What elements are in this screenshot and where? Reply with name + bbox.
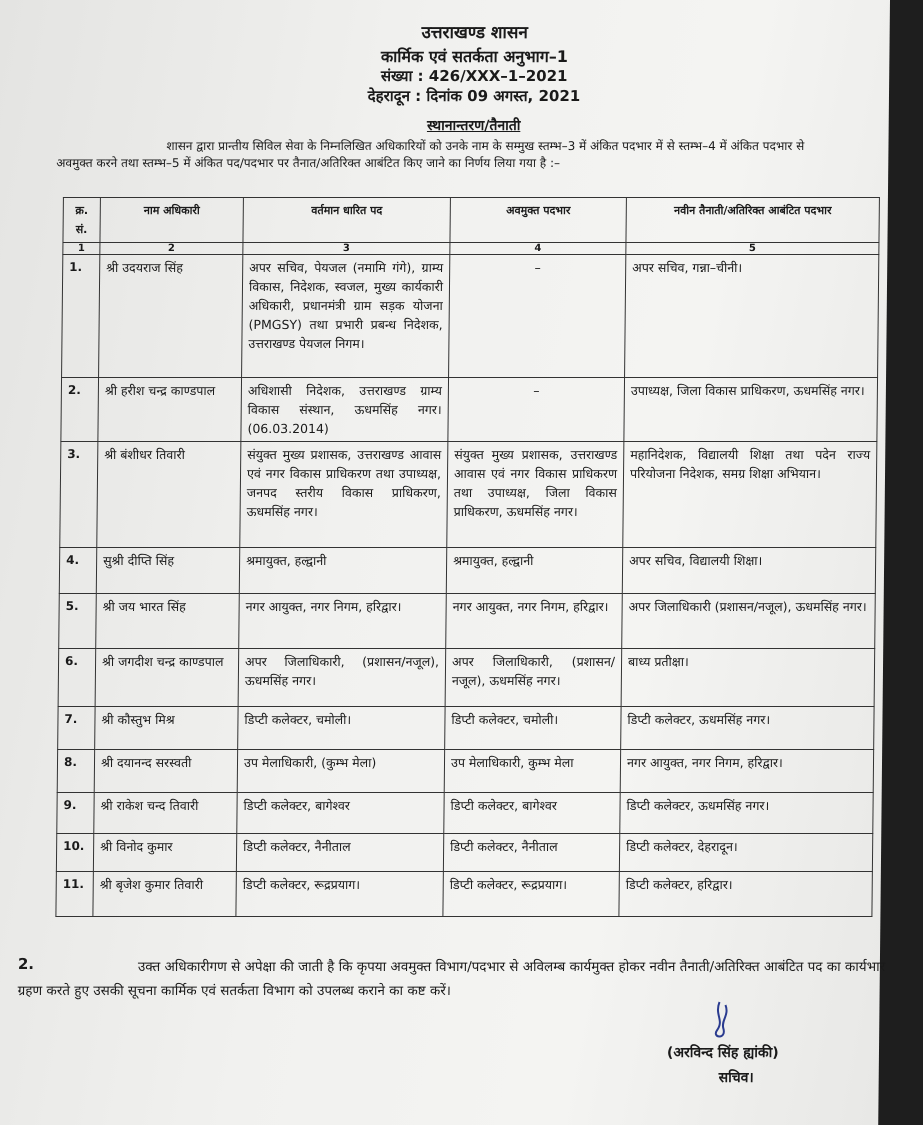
relieved-post: डिप्टी कलेक्टर, नैनीताल — [443, 834, 619, 872]
col-number: 1 — [63, 243, 100, 255]
table-row — [56, 834, 872, 872]
new-posting: उपाध्यक्ष, जिला विकास प्राधिकरण, ऊधमसिंह नगर। — [624, 378, 878, 442]
current-post: डिप्टी कलेक्टर, नैनीताल — [236, 834, 443, 872]
signature-icon — [689, 1000, 749, 1045]
officer-name: श्री उदयराज सिंह — [99, 255, 243, 378]
new-posting: डिप्टी कलेक्टर, ऊधमसिंह नगर। — [620, 793, 873, 834]
new-posting: अपर सचिव, गन्ना–चीनी। — [625, 255, 879, 378]
serial-number: 7. — [58, 707, 95, 750]
current-post: डिप्टी कलेक्टर, चमोली। — [238, 707, 445, 750]
new-posting: नगर आयुक्त, नगर निगम, हरिद्वार। — [620, 750, 873, 793]
current-post: उप मेलाधिकारी, (कुम्भ मेला) — [237, 750, 444, 793]
header-current: वर्तमान धारित पद — [243, 198, 450, 243]
table-row — [59, 548, 875, 594]
col-number: 5 — [626, 243, 879, 255]
relieved-post: संयुक्त मुख्य प्रशासक, उत्तराखण्ड आवास एवं नगर विकास प्राधिकरण तथा उपाध्यक्ष, जिला विकास प्राधिकरण, ऊधमसिंह नगर। — [447, 442, 624, 548]
serial-number: 5. — [59, 594, 97, 649]
table-row — [58, 707, 874, 750]
current-post: संयुक्त मुख्य प्रशासक, उत्तराखण्ड आवास एवं नगर विकास प्राधिकरण तथा उपाध्यक्ष, जनपद स्तरीय विकास प्राधिकरण, ऊधमसिंह नगर। — [240, 442, 448, 548]
col-number: 4 — [450, 243, 626, 255]
officer-name: श्री राकेश चन्द तिवारी — [94, 793, 237, 834]
current-post: अपर जिलाधिकारी, (प्रशासन/नजूल), ऊधमसिंह नगर। — [238, 649, 446, 707]
serial-number: 2. — [61, 378, 99, 442]
relieved-post: डिप्टी कलेक्टर, बागेश्वर — [444, 793, 620, 834]
officer-name: श्री विनोद कुमार — [93, 834, 236, 872]
new-posting: अपर सचिव, विद्यालयी शिक्षा। — [622, 548, 875, 594]
table-row — [61, 378, 878, 442]
relieved-post: डिप्टी कलेक्टर, चमोली। — [445, 707, 621, 750]
table-row — [59, 594, 876, 649]
current-post: डिप्टी कलेक्टर, बागेश्वर — [237, 793, 444, 834]
govt-title: उत्तराखण्ड शासन — [421, 23, 528, 43]
officer-name: श्री कौस्तुभ मिश्र — [95, 707, 238, 750]
new-posting: अपर जिलाधिकारी (प्रशासन/नजूल), ऊधमसिंह नगर। — [622, 594, 876, 649]
para2-text: उक्त अधिकारीगण से अपेक्षा की जाती है कि कृपया अवमुक्त विभाग/पदभार से अविलम्ब कार्यमुक्त होकर नवीन तैनाती/अतिरिक्त आबंटित पद का कार्यभार ग्रहण करते हुए उसकी सूचना कार्मिक एवं सतर्कता विभाग को उपलब्ध कराने का कष्ट करें। — [17, 959, 886, 999]
serial-number: 3. — [60, 442, 98, 548]
signatory-designation: सचिव। — [718, 1070, 754, 1086]
serial-number: 8. — [57, 750, 94, 793]
current-post: अधिशासी निदेशक, उत्तराखण्ड ग्राम्य विकास संस्थान, ऊधमसिंह नगर। (06.03.2014) — [241, 378, 449, 442]
current-post: श्रमायुक्त, हल्द्वानी — [239, 548, 446, 594]
serial-number: 1. — [62, 255, 100, 378]
subject: स्थानान्तरण/तैनाती — [426, 118, 521, 134]
serial-number: 10. — [56, 834, 93, 872]
new-posting: डिप्टी कलेक्टर, हरिद्वार। — [619, 872, 872, 917]
table-row — [62, 255, 879, 378]
serial-number: 11. — [56, 872, 93, 917]
signatory-name: (अरविन्द सिंह ह्यांकी) — [666, 1045, 779, 1061]
relieved-post: – — [449, 255, 626, 378]
header-name: नाम अधिकारी — [100, 198, 243, 243]
header-sn: क्र. सं. — [63, 198, 100, 243]
current-post: अपर सचिव, पेयजल (नमामि गंगे), ग्राम्य विकास, निदेशक, स्वजल, मुख्य कार्यकारी अधिकारी, प्रधानमंत्री ग्राम सड़क योजना (PMGSY) तथा प्रभारी प्रबन्ध निदेशक, उत्तराखण्ड पेयजल निगम। — [242, 255, 450, 378]
relieved-post: – — [448, 378, 625, 442]
order-date: देहरादून : दिनांक 09 अगस्त, 2021 — [367, 87, 581, 105]
col-number: 2 — [100, 243, 243, 255]
header-new: नवीन तैनाती/अतिरिक्त आबंटित पदभार — [626, 198, 879, 243]
officer-name: श्री बंशीधर तिवारी — [97, 442, 241, 548]
relieved-post: डिप्टी कलेक्टर, रूद्रप्रयाग। — [443, 872, 619, 917]
intro-paragraph: शासन द्वारा प्रान्तीय सिविल सेवा के निम्नलिखित अधिकारियों को उनके नाम के सम्मुख स्तम्भ–3 में अंकित पदभार में से स्तम्भ–4 में अंकित पदभार से अवमुक्त करने तथा स्तम्भ–5 में अंकित पद/पदभार पर तैनात/अतिरिक्त आबंटित किए जाने का निर्णय लिया गया है :– — [56, 139, 805, 170]
current-post: नगर आयुक्त, नगर निगम, हरिद्वार। — [239, 594, 447, 649]
officer-name: श्री दयानन्द सरस्वती — [94, 750, 237, 793]
officer-name: श्री हरीश चन्द्र काण्डपाल — [98, 378, 242, 442]
new-posting: महानिदेशक, विद्यालयी शिक्षा तथा पदेन राज्य परियोजना निदेशक, समग्र शिक्षा अभियान। — [623, 442, 877, 548]
col-number: 3 — [243, 243, 450, 255]
transfer-table — [55, 197, 880, 917]
current-post: डिप्टी कलेक्टर, रूद्रप्रयाग। — [236, 872, 443, 917]
table-row — [56, 872, 872, 917]
officer-name: श्री बृजेश कुमार तिवारी — [93, 872, 236, 917]
table-row — [57, 750, 873, 793]
table-row — [60, 442, 877, 548]
header-relieved: अवमुक्त पदभार — [450, 198, 626, 243]
relieved-post: श्रमायुक्त, हल्द्वानी — [446, 548, 622, 594]
officer-name: सुश्री दीप्ति सिंह — [96, 548, 239, 594]
new-posting: डिप्टी कलेक्टर, देहरादून। — [619, 834, 872, 872]
officer-name: श्री जगदीश चन्द्र काण्डपाल — [95, 649, 239, 707]
serial-number: 9. — [57, 793, 94, 834]
department: कार्मिक एवं सतर्कता अनुभाग–1 — [380, 47, 569, 66]
relieved-post: नगर आयुक्त, नगर निगम, हरिद्वार। — [446, 594, 623, 649]
serial-number: 4. — [59, 548, 96, 594]
new-posting: बाध्य प्रतीक्षा। — [621, 649, 875, 707]
serial-number: 6. — [58, 649, 96, 707]
order-number: संख्या : 426/XXX–1–2021 — [380, 67, 568, 85]
table-row — [57, 793, 873, 834]
relieved-post: उप मेलाधिकारी, कुम्भ मेला — [444, 750, 620, 793]
relieved-post: अपर जिलाधिकारी, (प्रशासन/नजूल), ऊधमसिंह नगर। — [445, 649, 622, 707]
para2-number: 2. — [17, 955, 35, 973]
officer-name: श्री जय भारत सिंह — [96, 594, 240, 649]
table-row — [58, 649, 875, 707]
new-posting: डिप्टी कलेक्टर, ऊधमसिंह नगर। — [621, 707, 874, 750]
